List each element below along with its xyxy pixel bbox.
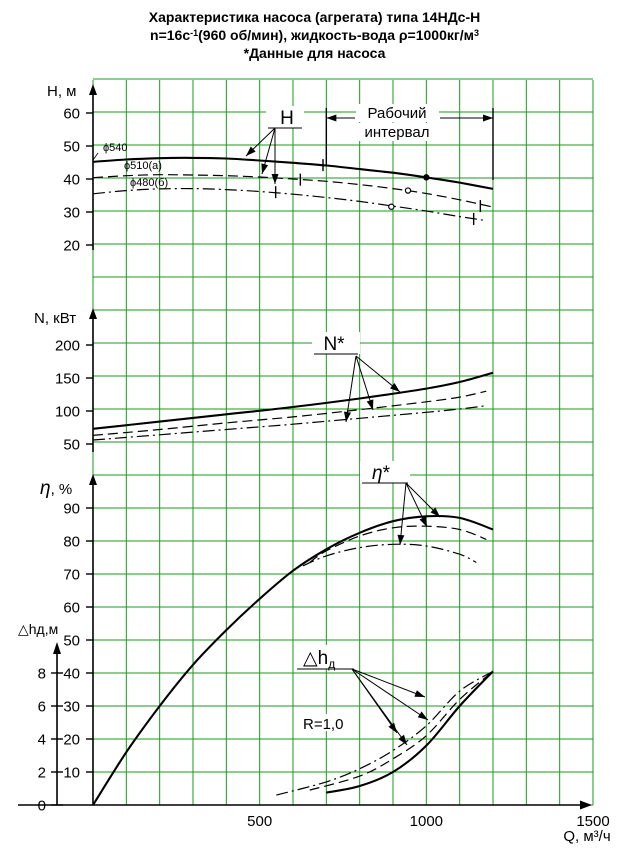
y-tick-label-power: 150 bbox=[54, 370, 80, 388]
y-tick-label-head: 20 bbox=[63, 237, 80, 255]
efficiency-axis-label: η, % bbox=[40, 478, 73, 499]
power-axis-label: N, кВт bbox=[34, 310, 77, 327]
npsh-axis-label: △hд,м bbox=[18, 621, 59, 637]
y-tick-label-npsh: 2 bbox=[37, 764, 46, 782]
y-tick-label-efficiency: 80 bbox=[63, 533, 80, 551]
power-curve-dash bbox=[93, 391, 486, 435]
y-tick-label-head: 30 bbox=[63, 204, 80, 222]
efficiency-callout-leader-head bbox=[398, 535, 405, 545]
optimum-point bbox=[405, 188, 410, 193]
y-tick-label-efficiency: 10 bbox=[63, 764, 80, 782]
labels bbox=[18, 83, 493, 745]
operating-range-label-2: интервал bbox=[364, 124, 430, 141]
y-tick-label-efficiency: 90 bbox=[63, 500, 80, 518]
operating-range-arrow-r bbox=[483, 115, 493, 122]
head-callout-leader-head bbox=[261, 163, 268, 174]
x-tick-label: 500 bbox=[247, 813, 273, 830]
y-tick-label-efficiency: 20 bbox=[63, 731, 80, 749]
y-axis-head-arrow bbox=[89, 84, 97, 95]
y-tick-label-efficiency: 70 bbox=[63, 566, 80, 584]
x-tick-label: 1500 bbox=[576, 813, 610, 830]
npsh-callout-text: $\triangle h_д$ bbox=[303, 648, 336, 671]
operating-range-arrow-l bbox=[326, 115, 336, 122]
npsh-curve-solid bbox=[326, 671, 493, 792]
power-callout-text: N* bbox=[323, 334, 345, 355]
y-tick-label-power: 50 bbox=[63, 436, 80, 454]
npsh-callout-leader bbox=[352, 669, 407, 745]
y-tick-label-power: 100 bbox=[54, 403, 80, 421]
optimum-point bbox=[389, 204, 394, 209]
y-tick-label-npsh: 4 bbox=[37, 731, 46, 749]
series-label-510: ϕ510(а) bbox=[124, 160, 162, 172]
power-callout-leader-head bbox=[390, 383, 400, 392]
head-callout-text: H bbox=[280, 108, 294, 129]
y-tick-label-head: 60 bbox=[63, 105, 80, 123]
y-tick-label-efficiency: 60 bbox=[63, 599, 80, 617]
x-tick-label: 1000 bbox=[409, 813, 444, 830]
power-callout-leader-head bbox=[344, 412, 351, 422]
y-axis-npsh-arrow bbox=[53, 642, 61, 654]
y-tick-label-efficiency: 50 bbox=[63, 632, 80, 650]
title-line-2: $n=16с^{-1}(960$ об/мин), жидкость-вода $\rho=1000кг/м^3$ bbox=[150, 27, 479, 43]
y-tick-label-efficiency: 40 bbox=[63, 665, 80, 683]
y-tick-label-efficiency: 30 bbox=[63, 698, 80, 716]
npsh-annotation: R=1,0 bbox=[303, 716, 344, 733]
y-tick-label-head: 40 bbox=[63, 171, 80, 189]
x-axis-label: Q, м³/ч bbox=[563, 828, 611, 845]
y-tick-label-power: 200 bbox=[54, 337, 80, 355]
y-axis-efficiency-arrow bbox=[89, 474, 97, 485]
y-tick-label-npsh: 6 bbox=[37, 698, 46, 716]
efficiency-callout-leader-head bbox=[420, 517, 428, 528]
y-tick-label-npsh: 8 bbox=[37, 665, 46, 683]
x-axis-arrow bbox=[580, 801, 592, 810]
efficiency-callout-text: η* bbox=[372, 463, 390, 484]
title-line-1: Характеристика насоса (агрегата) типа 14НДс-Н bbox=[148, 9, 481, 25]
series-label-480: ϕ480(б) bbox=[130, 177, 169, 189]
operating-range-label-1: Рабочий bbox=[367, 105, 427, 122]
title-line-3: *Данные для насоса bbox=[243, 45, 386, 61]
head-callout-leader-head bbox=[272, 174, 279, 184]
npsh-callout-leader-head bbox=[414, 690, 425, 697]
optimum-point bbox=[424, 175, 429, 180]
head-axis-label: H, м bbox=[47, 83, 77, 100]
y-tick-label-head: 50 bbox=[63, 138, 80, 156]
series-label-540: ϕ540 bbox=[103, 142, 128, 154]
y-tick-label-npsh: 0 bbox=[37, 797, 46, 815]
